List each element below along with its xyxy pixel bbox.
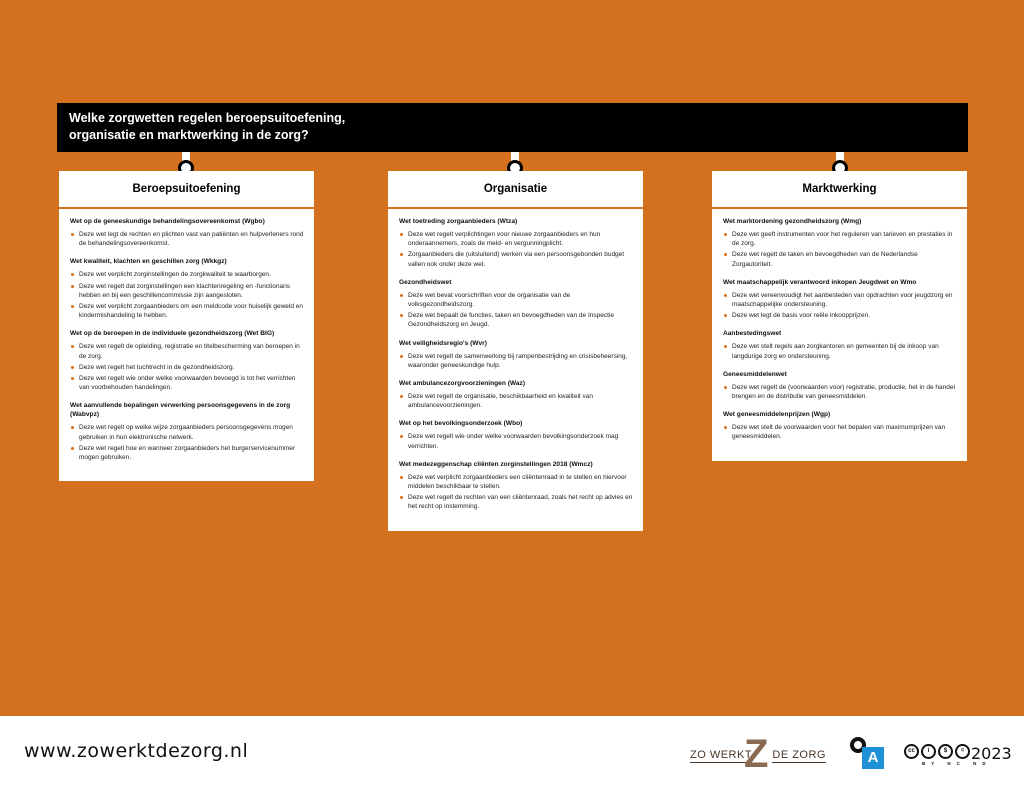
bullet-list <box>399 473 633 512</box>
law-title: Wet veiligheidsregio's (Wvr) <box>399 339 487 347</box>
law-title: Wet ambulancezorgvoorzieningen (Waz) <box>399 380 526 388</box>
law-section <box>723 278 957 321</box>
list-item: Deze wet bevat voorschriften voor de organisatie van de volksgezondheidszorg. <box>399 291 633 309</box>
law-title: Wet op het bevolkingsonderzoek (Wbo) <box>399 420 523 428</box>
list-item: Deze wet regelt de (voorwaarden voor) registratie, productie, het in de handel brengen en de distributie van geneesmiddelen. <box>723 383 957 401</box>
law-section <box>70 257 304 320</box>
law-title: Wet marktordening gezondheidszorg (Wmg) <box>723 218 862 225</box>
list-item: Deze wet regelt hoe en wanneer zorgaanbieders het burgerservicenummer mogen gebruiken. <box>70 444 304 462</box>
column-heading: Organisatie <box>388 171 643 209</box>
law-section <box>70 329 304 392</box>
bullet-list <box>70 342 304 392</box>
law-section <box>399 460 633 512</box>
law-title: Gezondheidswet <box>399 278 452 286</box>
law-section <box>399 379 633 410</box>
bullet-list <box>70 423 304 462</box>
bullet-list <box>723 383 957 401</box>
cc-nd-icon: = <box>955 744 970 759</box>
cc-nc-icon: $ <box>938 744 953 759</box>
bullet-list <box>723 230 957 269</box>
list-item: Deze wet regelt de taken en bevoegdheden van de Nederlandse Zorgautoriteit. <box>723 250 957 268</box>
list-item: Deze wet regelt het tuchtrecht in de gezondheidszorg. <box>70 363 304 372</box>
column-beroepsuitoefening <box>59 171 314 481</box>
law-section <box>723 329 957 360</box>
list-item: Deze wet regelt verplichtingen voor nieuwe zorgaanbieders en hun onderaannemers, zoals de meld- en vergunningplicht. <box>399 230 633 248</box>
list-item: Deze wet vereenvoudigt het aanbesteden van opdrachten voor jeugdzorg en maatschappelijke ondersteuning. <box>723 291 957 309</box>
list-item: Deze wet legt de rechten en plichten vast van patiënten en hulpverleners rond de behandelingsovereenkomst. <box>70 230 304 248</box>
badge-letter: A <box>862 747 884 769</box>
bullet-list <box>723 291 957 321</box>
list-item: Deze wet regelt dat zorginstellingen een klachtenregeling en -functionaris hebben en bij een geschillencommissie zijn aangesloten. <box>70 282 304 300</box>
law-title: Wet medezeggenschap cliënten zorginstellingen 2018 (Wmcz) <box>399 460 593 468</box>
bullet-list <box>723 342 957 360</box>
bullet-list <box>70 270 304 320</box>
list-item: Deze wet regelt de rechten van een cliëntenraad, zoals het recht op advies en het recht op instemming. <box>399 493 633 511</box>
cc-labels: BY NC ND <box>922 761 992 766</box>
law-title: Wet geneesmiddelenprijzen (Wgp) <box>723 411 831 419</box>
column-body <box>59 209 314 481</box>
bullet-list <box>399 432 633 450</box>
list-item: Deze wet verplicht zorginstellingen de zorgkwaliteit te waarborgen. <box>70 270 304 279</box>
law-title: Geneesmiddelenwet <box>723 370 787 378</box>
logo-text-right: DE ZORG <box>772 749 826 761</box>
cc-by-icon: i <box>921 744 936 759</box>
bullet-list <box>70 230 304 248</box>
law-section <box>70 217 304 248</box>
list-item: Deze wet stelt regels aan zorgkantoren en gemeenten bij de inkoop van langdurige zorg en ondersteuning. <box>723 342 957 360</box>
column-heading: Marktwerking <box>712 171 967 209</box>
logo-text-left: ZO WERKT <box>690 749 753 761</box>
list-item: Deze wet verplicht zorgaanbieders om een meldcode voor huiselijk geweld en kindermishandeling te hebben. <box>70 302 304 320</box>
bullet-list <box>399 230 633 269</box>
title-bar <box>57 103 968 152</box>
list-item: Zorgaanbieders die (uitsluitend) werken via een persoonsgebonden budget vallen ook onder deze wet. <box>399 250 633 268</box>
law-title: Wet op de beroepen in de individuele gezondheidszorg (Wet BIG) <box>70 330 275 338</box>
bullet-list <box>399 291 633 330</box>
law-section <box>723 217 957 269</box>
list-item: Deze wet bepaalt de functies, taken en bevoegdheden van de Inspectie Gezondheidszorg en Jeugd. <box>399 311 633 329</box>
copyright-year: 2023 <box>971 744 1012 763</box>
list-item: Deze wet regelt wie onder welke voorwaarden bevolkingsonderzoek mag verrichten. <box>399 432 633 450</box>
law-section <box>723 370 957 401</box>
list-item: Deze wet regelt de opleiding, registratie en titelbescherming van beroepen in de zorg. <box>70 342 304 360</box>
law-section <box>723 410 957 441</box>
law-title: Wet toetreding zorgaanbieders (Wtza) <box>399 218 518 225</box>
list-item: Deze wet regelt wie onder welke voorwaarden bevoegd is tot het verrichten van voorbehouden handelingen. <box>70 374 304 392</box>
column-marktwerking <box>712 171 967 461</box>
law-title: Wet kwaliteit, klachten en geschillen zorg (Wkkgz) <box>70 258 227 266</box>
law-section <box>70 401 304 462</box>
list-item: Deze wet geeft instrumenten voor het reguleren van tarieven en prestaties in de zorg. <box>723 230 957 248</box>
zowerktdezorg-logo <box>690 732 826 776</box>
law-title: Aanbestedingswet <box>723 330 782 338</box>
bullet-list <box>399 392 633 410</box>
law-title: Wet op de geneeskundige behandelingsovereenkomst (Wgbo) <box>70 218 265 225</box>
column-body <box>388 209 643 531</box>
list-item: Deze wet regelt de organisatie, beschikbaarheid en kwaliteit van ambulancevoorzieningen. <box>399 392 633 410</box>
list-item: Deze wet regelt op welke wijze zorgaanbieders persoonsgegevens mogen gebruiken in hun elektronische netwerk. <box>70 423 304 441</box>
footer-url-link[interactable]: www.zowerktdezorg.nl <box>24 740 249 762</box>
law-title: Wet aanvullende bepalingen verwerking persoonsgegevens in de zorg (Wabvpz) <box>70 402 291 419</box>
logo-mark-icon: Z <box>744 732 769 776</box>
bullet-list <box>399 352 633 370</box>
list-item: Deze wet verplicht zorgaanbieders een cliëntenraad in te stellen en hiervoor middelen beschikbaar te stellen. <box>399 473 633 491</box>
law-section <box>399 339 633 370</box>
list-item: Deze wet stelt de voorwaarden voor het bepalen van maximumprijzen van geneesmiddelen. <box>723 423 957 441</box>
magnifier-a-badge-icon <box>850 737 886 769</box>
creative-commons-icons <box>904 744 970 759</box>
law-title: Wet maatschappelijk verantwoord inkopen Jeugdwet en Wmo <box>723 278 917 286</box>
list-item: Deze wet regelt de samenwerking bij rampenbestrijding en crisisbeheersing, waaronder geneeskundige hulp. <box>399 352 633 370</box>
law-section <box>399 278 633 330</box>
column-heading: Beroepsuitoefening <box>59 171 314 209</box>
law-section <box>399 419 633 450</box>
law-section <box>399 217 633 269</box>
column-body <box>712 209 967 461</box>
column-organisatie <box>388 171 643 531</box>
list-item: Deze wet legt de basis voor reële inkoopprijzen. <box>723 311 957 320</box>
page-title: Welke zorgwetten regelen beroepsuitoefening, organisatie en marktwerking in de zorg? <box>69 111 346 142</box>
cc-icon: cc <box>904 744 919 759</box>
bullet-list <box>723 423 957 441</box>
